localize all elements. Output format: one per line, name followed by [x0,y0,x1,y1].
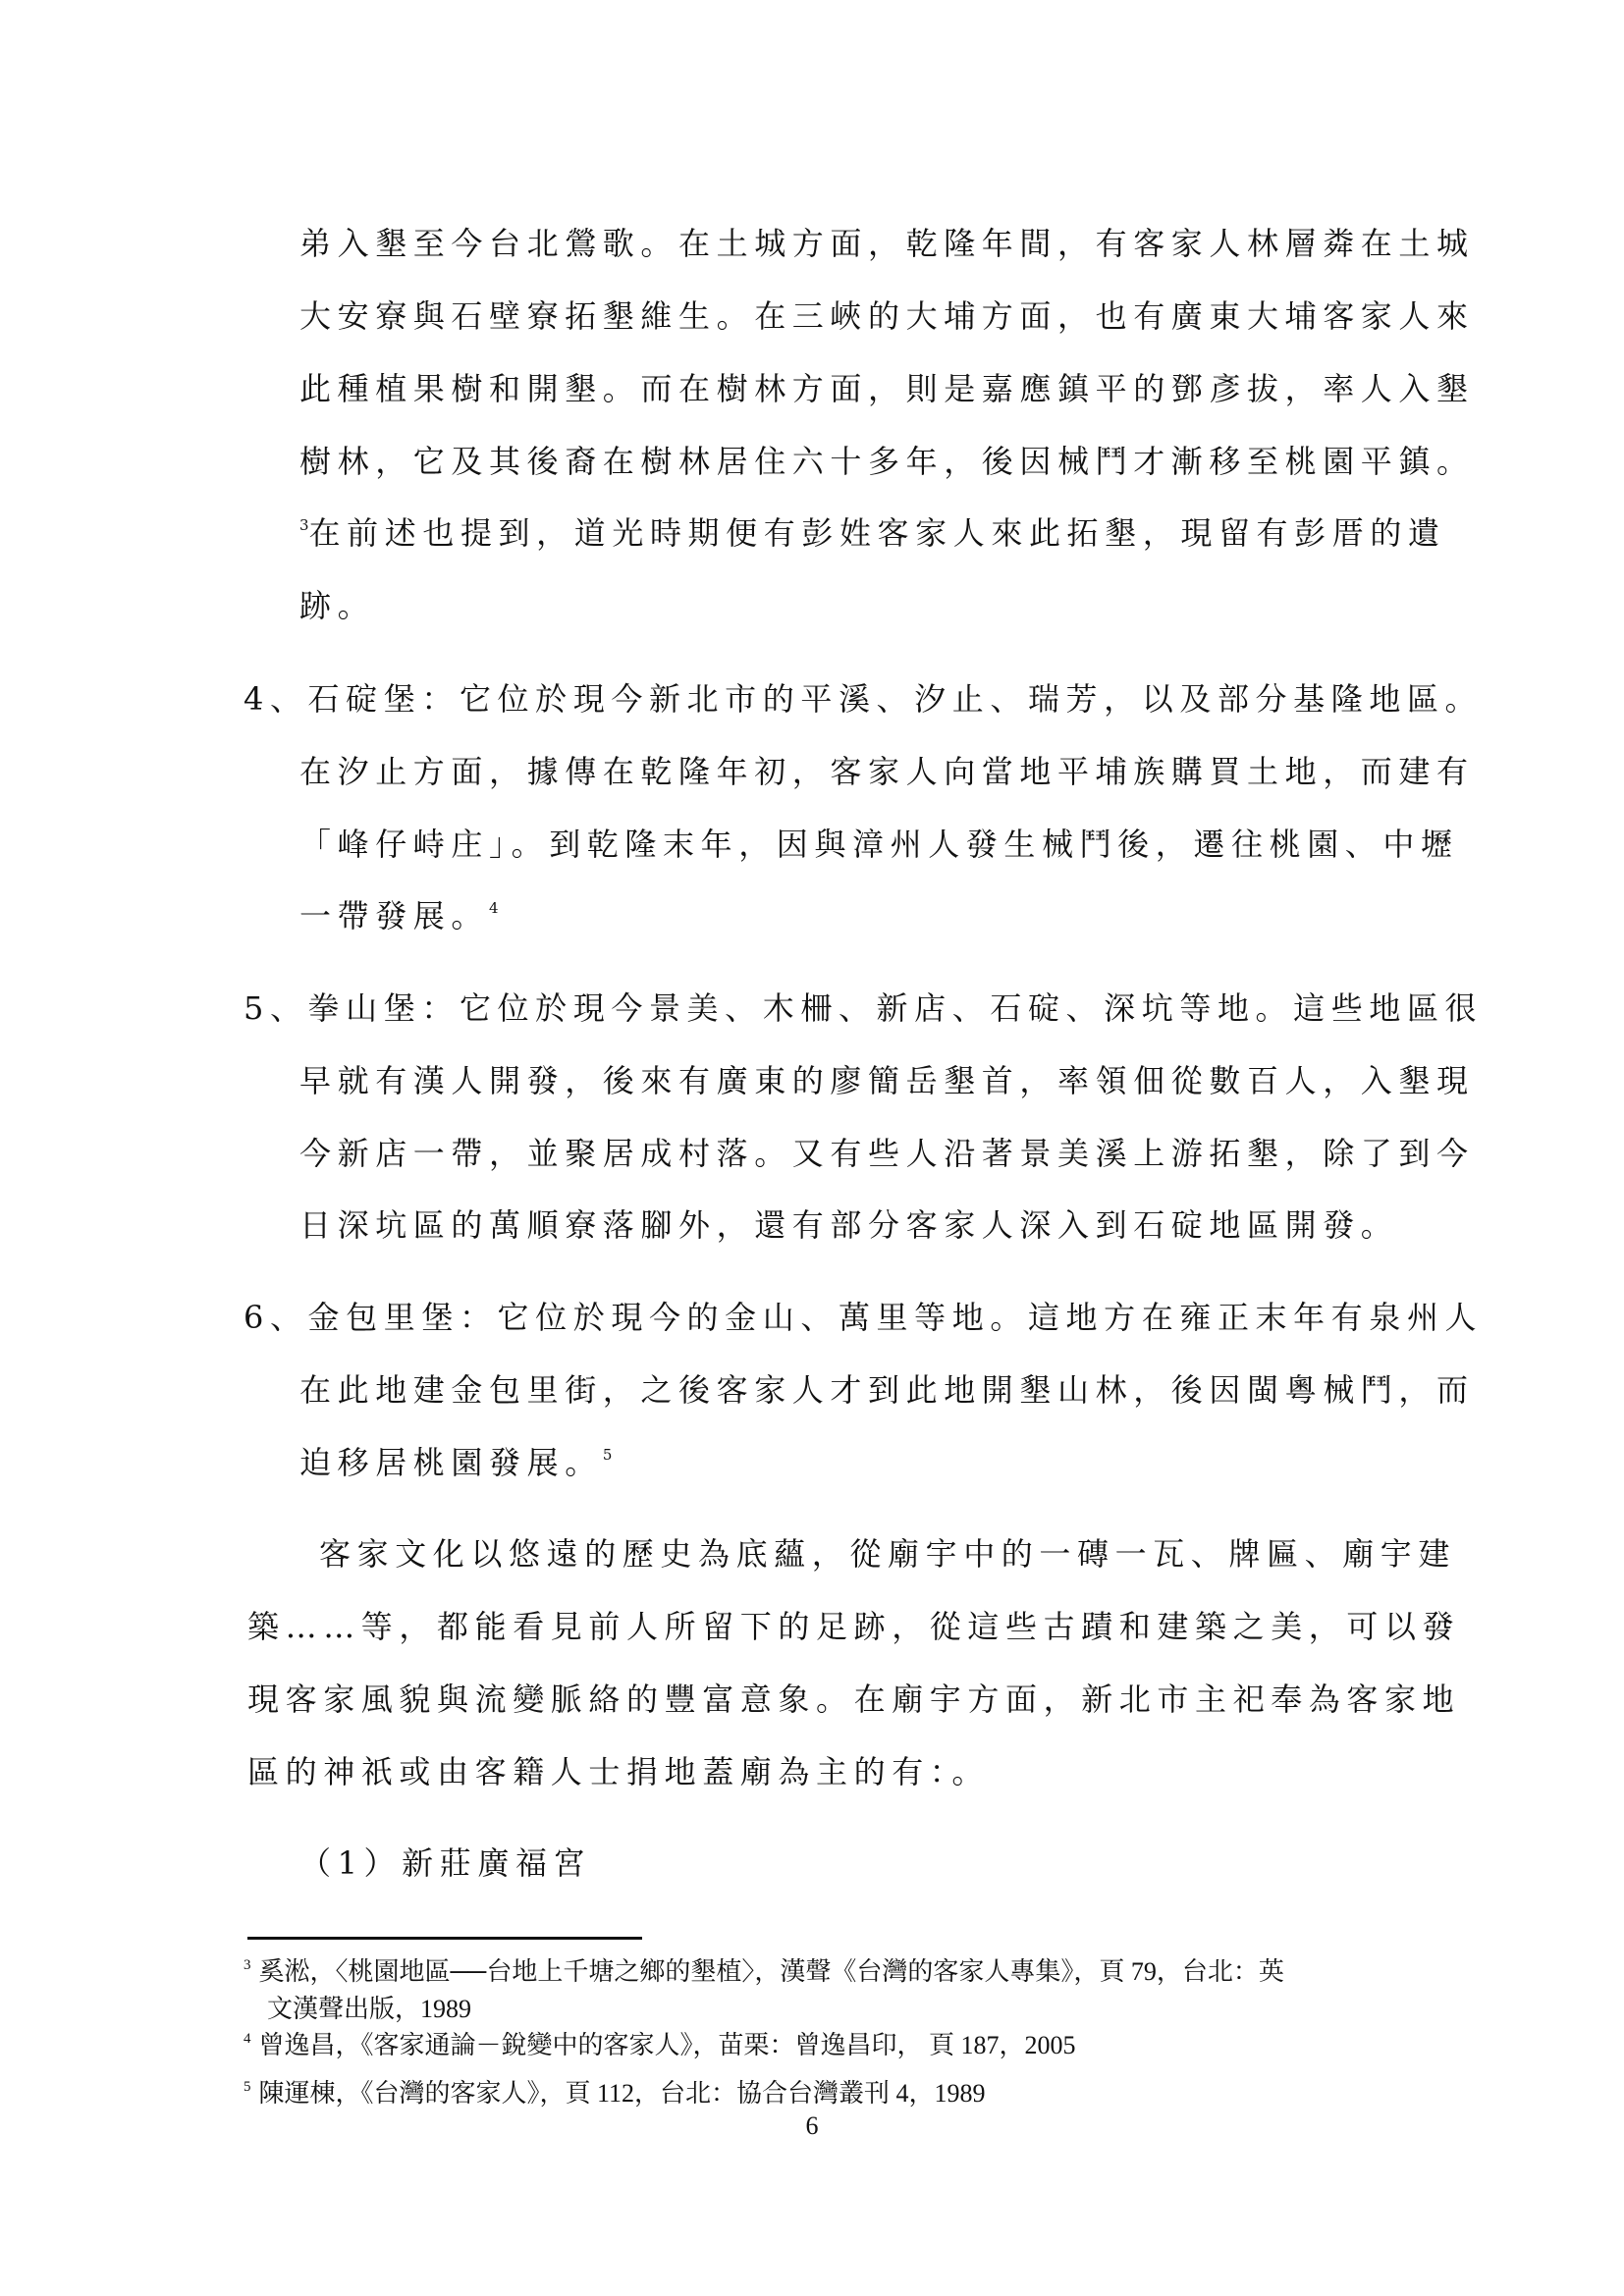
list-item-line: 迫移居桃園發展。$^5$ [299,1444,613,1481]
footnote-number: 3 [244,1957,251,1973]
body-line: 客家文化以悠遠的歷史為底蘊，從廟宇中的一磚一瓦、牌匾、廟宇建 [319,1535,1457,1573]
body-line: $^3$在前述也提到，道光時期便有彭姓客家人來此拓墾，現留有彭厝的遺 [299,514,1446,552]
page-number: 6 [805,2111,819,2140]
body-line: 大安寮與石壁寮拓墾維生。在三峽的大埔方面，也有廣東大埔客家人來 [299,297,1475,335]
body-line: 樹林，它及其後裔在樹林居住六十多年，後因械鬥才漸移至桃園平鎮。 [299,443,1475,480]
list-item-line: 5、拳山堡：它位於現今景美、木柵、新店、石碇、深坑等地。這些地區很 [244,989,1484,1027]
list-item-line: 4、石碇堡：它位於現今新北市的平溪、汐止、瑞芳，以及部分基隆地區。 [244,680,1484,718]
body-line: 築……等，都能看見前人所留下的足跡，從這些古蹟和建築之美，可以發 [247,1608,1461,1645]
footnote-5: $^5$ 陳運棟，《台灣的客家人》，頁 112，台北：協合台灣叢刊 4，1989 [244,2079,986,2108]
body-line: 此種植果樹和開墾。而在樹林方面，則是嘉應鎮平的鄧彥拔，率人入墾 [299,370,1475,407]
footnote-number: 5 [244,2079,251,2095]
body-line: 現客家風貌與流變脈絡的豐富意象。在廟宇方面，新北市主祀奉為客家地 [247,1681,1461,1718]
footnote-3: $^3$ 奚淞，〈桃園地區──台地上千塘之鄉的墾植〉，漢聲《台灣的客家人專集》，頁 79，台北：英 文漢聲出版，1989 [244,1957,1284,2023]
body-line: 弟入墾至今台北鶯歌。在土城方面，乾隆年間，有客家人林層粦在土城 [299,225,1475,262]
list-item-line: 「峰仔峙庄」。到乾隆末年，因與漳州人發生械鬥後，遷往桃園、中壢 [299,826,1459,863]
body-line: 跡。 [299,587,376,624]
section-heading: （1）新莊廣福宮 [299,1844,592,1882]
footnote-ref: 4 [489,899,499,917]
list-item-line: 在此地建金包里街，之後客家人才到此地開墾山林，後因閩粵械鬥，而 [299,1371,1475,1409]
list-item-line: 一帶發展。$^4$ [299,897,499,934]
footnote-separator [247,1937,642,1940]
footnote-4: $^4$ 曾逸昌，《客家通論－銳變中的客家人》，苗栗：曾逸昌印， 頁 187，2005 [244,2031,1076,2059]
list-item-line: 在汐止方面，據傳在乾隆年初，客家人向當地平埔族購買土地，而建有 [299,753,1475,790]
footnote-ref: 3 [299,516,309,534]
list-item-line: 6、金包里堡：它位於現今的金山、萬里等地。這地方在雍正末年有泉州人 [244,1299,1484,1336]
footnote-number: 4 [244,2031,251,2047]
list-item-line: 日深坑區的萬順寮落腳外，還有部分客家人深入到石碇地區開發。 [299,1206,1399,1244]
list-item-line: 早就有漢人開發，後來有廣東的廖簡岳墾首，率領佃從數百人，入墾現 [299,1062,1475,1099]
list-item-line: 今新店一帶，並聚居成村落。又有些人沿著景美溪上游拓墾，除了到今 [299,1135,1475,1172]
footnote-ref: 5 [602,1446,613,1464]
body-line: 區的神祇或由客籍人士捐地蓋廟為主的有：。 [247,1753,991,1790]
